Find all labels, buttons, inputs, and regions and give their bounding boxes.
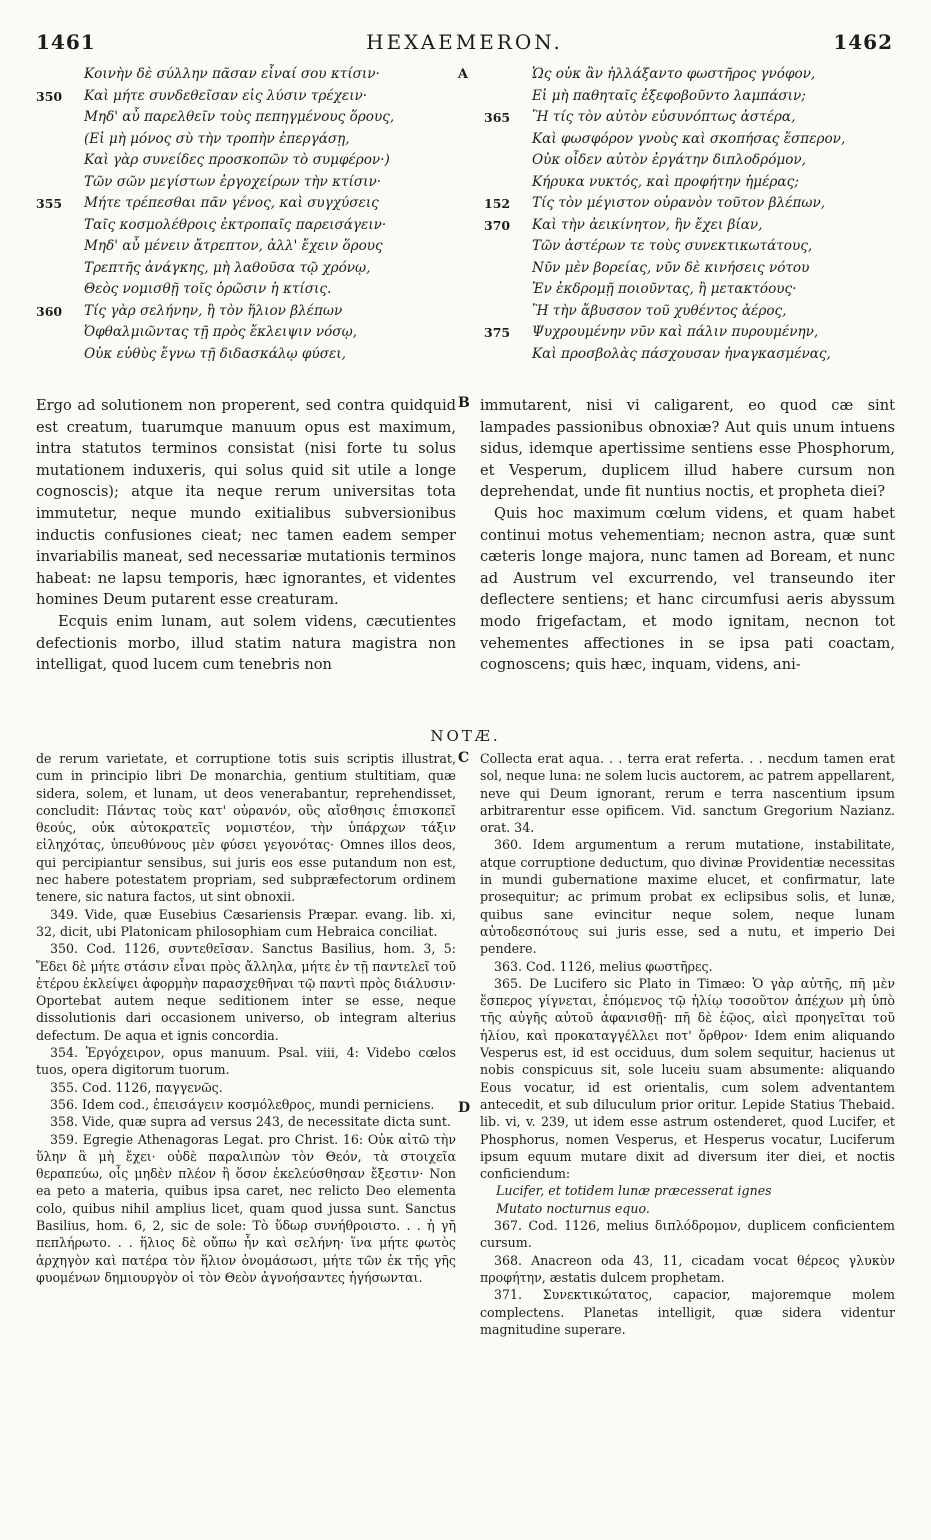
verse-text: (Εἰ μὴ μόνος σὺ τὴν τροπὴν ἐπεργάσῃ,: [84, 130, 350, 147]
verse-text: Μηδ' αὖ παρελθεῖν τοὺς πεπηγμένους ὅρους,: [84, 109, 395, 125]
verse-text: Τῶν σῶν μεγίστων ἐργοχείρων τὴν κτίσιν·: [84, 173, 382, 190]
note-paragraph: 355. Cod. 1126, παγγενῶς.: [50, 1079, 223, 1095]
verse-text: Καὶ προσβολὰς πάσχουσαν ἠναγκασμένας,: [532, 345, 831, 362]
latin-translation-left: [36, 395, 456, 727]
verse-line: [36, 236, 468, 258]
verse-text: Εἰ μὴ παθηταῖς ἐξεφοβοῦντο λαμπάσιν;: [532, 87, 806, 104]
verse-line: [36, 322, 468, 344]
verse-line: [484, 215, 896, 237]
verse-line: [36, 258, 468, 280]
verse-line: [36, 86, 468, 108]
verse-text: Μήτε τρέπεσθαι πᾶν γένος, καὶ συγχύσεις: [84, 195, 379, 211]
line-number: 350: [36, 88, 63, 104]
margin-letter-d: D: [458, 1100, 471, 1116]
verse-line: [484, 172, 896, 194]
greek-verse-right: [484, 64, 896, 369]
verse-text: Κοινὴν δὲ σύλλην πᾶσαν εἶναί σου κτίσιν·: [84, 66, 380, 82]
note-paragraph: 350. Cod. 1126, συντεθεῖσαν. Sanctus Basilius, hom. 3, 5: Ἔδει δὲ μήτε στάσιν εἶναι πρὸς ἄλληλα, μήτε ἐν τῇ παντελεῖ τοῦ ἑτέρου ἐκλείψει ἀφορμὴν παρασχεθῆναι τῷ παντὶ πρὸς διάλυσιν· Oportebat autem neque seditionem inter se esse, neque dissolutionis dari occasionem universo, ob integram alterius defectum. De aqua et ignis concordia.: [36, 941, 456, 1043]
note-paragraph: 368. Anacreon oda 43, 11, cicadam vocat θέρεος γλυκὺν προφήτην, æstatis dulcem prophetam.: [480, 1252, 895, 1285]
greek-verse-left: [36, 64, 468, 369]
verse-text: Καὶ τὴν ἀεικίνητον, ἣν ἔχει βίαν,: [532, 216, 763, 233]
verse-line: [36, 279, 468, 301]
note-paragraph: 365. De Lucifero sic Plato in Timæo: Ὁ γὰρ αὐτῆς, πῆ μὲν ἕσπερος γίγνεται, ἐπόμενος τῷ ἡλίῳ τοσοῦτον ἀπέχων μὴ ὑπὸ τῆς αὐγῆς αὐτοῦ ἀφανισθῇ· πῆ δὲ ἑῷος, αἰεὶ προηγεῖται τοῦ ἡλίου, καὶ προκαταγγέλλει ποτ' ὄρθρον· Idem enim aliquando Vesperus est, id est occiduus, dum solem sequitur, hacienus ut nobis conspicuus sit, sole luceiu suam absumente: aliquando Eous vocatur, id est orientalis, cum solem adventantem antecedit, et sub diluculum prior oritur. Lepide Statius Thebaid. lib. vi, v. 239, ut idem esse astrum ostenderet, quod Lucifer, et Phosphorus, nomen Vesperus, et Hesperus vocatur, Luciferum ipsum equum mutare dixit ad diversum iter diei, et noctis conficiendum:: [480, 975, 895, 1182]
latin-paragraph: Quis hoc maximum cœlum videns, et quam habet continui motus vehementiam; necnon astra, quæ sunt cæteris longe majora, nunc tamen ad Boream, et nunc ad Austrum vel excurrendo, vel transeundo iter deflectere sentiens; et hanc circumfusi aeris abyssum modo frigefactam, et modo ignitam, necnon tot vehementes affectiones in se ipsa pati coactam, cognoscens; quis hæc, inquam, videns, ani-: [480, 504, 895, 674]
latin-paragraph: immutarent, nisi vi caligarent, eo quod cæ sint lampades passionibus obnoxiæ? Aut quis unum intuens sidus, idemque apertissime sentiens esse Phosphorum, et Vesperum, duplicem illud habere cursum non deprehendat, unde fit nuntius noctis, et propheta diei?: [480, 397, 895, 501]
latin-translation-right: [480, 395, 895, 727]
note-paragraph: 360. Idem argumentum a rerum mutatione, instabilitate, atque corruptione deductum, quo divinæ Providentiæ necessitas in mundi gubernatione maxime elucet, et confirmatur, late prosequitur; ac primum probat ex eclipsibus solis, et lunæ, quibus sane evincitur neque solem, neque lunam αὐτοδεσπότους sui juris esse, sed a nutu, et imperio Dei pendere.: [480, 837, 895, 957]
note-paragraph: 349. Vide, quæ Eusebius Cæsariensis Præpar. evang. lib. xi, 32, dicit, ubi Platonicam philosophiam cum Hebraica conciliat.: [36, 906, 456, 939]
line-number: 375: [484, 325, 511, 340]
note-paragraph: 367. Cod. 1126, melius διπλόδρομον, duplicem conficientem cursum.: [480, 1218, 895, 1251]
verse-line: [36, 129, 468, 151]
verse-line: [484, 150, 896, 172]
latin-paragraph: Ergo ad solutionem non properent, sed contra quidquid est creatum, tuarumque manuum opus est maximum, intra statutos terminos consistat (nisi forte tu solus mutationem induxeris, qui solus quid sit utile a longe cognoscis); atque ita neque rerum universitas tota immutetur, neque mundo exitialibus subversionibus inductis confusiones cieat; nec tamen eadem semper invariabilis maneat, sed necessariæ mutationis terminos habeat: ne lapsu temporis, hæc ignorantes, et videntes homines Deum putarent esse creaturam.: [36, 397, 456, 609]
line-number: 152: [484, 196, 511, 211]
line-number: 355: [36, 196, 63, 211]
verse-text: Καὶ μήτε συνδεθεῖσαν εἰς λύσιν τρέχειν·: [84, 87, 368, 104]
verse-line: [484, 64, 896, 86]
verse-line: [484, 86, 896, 108]
verse-line: [484, 279, 896, 301]
verse-line: [36, 150, 468, 172]
line-number: 365: [484, 110, 511, 125]
verse-text: Ταῖς κοσμολέθροις ἐκτροπαῖς παρεισάγειν·: [84, 216, 387, 233]
verse-line: [36, 344, 468, 366]
verse-line: [36, 64, 468, 86]
verse-line: [484, 301, 896, 323]
verse-text: Ψυχρουμένην νῦν καὶ πάλιν πυρουμένην,: [532, 324, 819, 340]
verse-line: [36, 193, 468, 215]
verse-text: Θεὸς νομισθῇ τοῖς ὁρῶσιν ἡ κτίσις.: [84, 281, 332, 297]
verse-line: [484, 258, 896, 280]
note-paragraph: 371. Συνεκτικώτατος, capacior, majoremque molem complectens. Planetas intelligit, quæ sidera videntur magnitudine superare.: [480, 1287, 895, 1337]
verse-text: Μηδ' αὖ μένειν ἄτρεπτον, ἀλλ' ἔχειν ὅρους: [84, 238, 383, 254]
page-number-left: 1461: [36, 30, 96, 54]
verse-text: Οὐκ εὐθὺς ἔγνω τῇ διδασκάλῳ φύσει,: [84, 345, 346, 362]
verse-text: Ἢ τίς τὸν αὐτὸν εὐσυνόπτως ἀστέρα,: [532, 109, 796, 125]
verse-text: Νῦν μὲν βορείας, νῦν δὲ κινήσεις νότου: [532, 259, 810, 276]
verse-text: Ἐν ἐκδρομῇ ποιοῦντας, ἢ μετακτόους·: [532, 281, 797, 297]
line-number: 360: [36, 303, 63, 319]
verse-text: Κήρυκα νυκτός, καὶ προφήτην ἡμέρας;: [532, 173, 799, 190]
note-paragraph: de rerum varietate, et corruptione totis suis scriptis illustrat, cum in principio libri De monarchia, gentium stultitiam, quæ sidera, solem, et lunam, ut deos venerabantur, reprehendisset, concludit: Πάντας τοὺς κατ' οὐρανόν, οὓς αἴσθησις ἐπισκοπεῖ θεούς, οὐκ αὐτοκρατεῖς νομιστέον, τὴν ὑπάρχων τάξιν εἰληχότας, ὑπευθύνους μὲν φύσει γεγονότας· Omnes illos deos, qui percipiantur sensibus, sui juris eos esse putandum non est, nec habere potestatem propriam, sed subpræfectorum ordinem tenere, sic natura factos, ut sint obnoxii.: [36, 751, 456, 905]
verse-text: Τίς τὸν μέγιστον οὐρανὸν τοῦτον βλέπων,: [532, 195, 826, 211]
verse-text: Ἢ τὴν ἄβυσσον τοῦ χυθέντος ἀέρος,: [532, 302, 787, 319]
latin-paragraph: Ecquis enim lunam, aut solem videns, cæcutientes defectionis morbo, illud statim natura magistra non intelligat, quod lucem cum tenebris non: [36, 612, 456, 674]
note-paragraph: 356. Idem cod., ἐπεισάγειν κοσμόλεθρος, mundi perniciens.: [50, 1096, 435, 1112]
verse-text: Τρεπτῆς ἀνάγκης, μὴ λαθοῦσα τῷ χρόνῳ,: [84, 259, 371, 276]
verse-text: Τίς γὰρ σελήνην, ἢ τὸν ἥλιον βλέπων: [84, 302, 343, 319]
note-paragraph: 359. Egregie Athenagoras Legat. pro Christ. 16: Οὐκ αἰτῶ τὴν ὕλην ἃ μὴ ἔχει· οὐδὲ παραλιπὼν τὸν Θεόν, τὰ στοιχεῖα θεραπεύω, οἷς μηδὲν πλέον ἢ ὅσον ἐκελεύσθησαν ἔξεστιν· Non ea peto a materia, quibus ipsa caret, nec relicto Deo elementa colo, quibus nihil amplius licet, quam quod jussa sunt. Sanctus Basilius, hom. 6, 2, sic de sole: Τὸ ὕδωρ συνήθροιστο. . . ἡ γῆ πεπλήρωτο. . . ἥλιος δὲ οὔπω ἦν καὶ σελήνη· ἵνα μήτε φωτὸς ἀρχηγὸν καὶ πατέρα τὸν ἥλιον ὀνομάσωσι, μήτε τῶν ἐκ τῆς γῆς φυομένων δημιουργὸν οἱ τὸν Θεὸν ἀγνοήσαντες ἡγήσωνται.: [36, 1131, 456, 1285]
notes-title: NOTÆ.: [430, 727, 501, 745]
note-paragraph: Mutato nocturnus equo.: [496, 1200, 650, 1216]
running-header: [36, 30, 893, 56]
note-paragraph: 354. Ἐργόχειρον, opus manuum. Psal. viii, 4: Videbo cœlos tuos, opera digitorum tuorum.: [36, 1045, 456, 1078]
note-paragraph: Lucifer, et totidem lunæ præcesserat ignes: [496, 1183, 772, 1199]
verse-text: Καὶ φωσφόρον γνοὺς καὶ σκοπήσας ἕσπερον,: [532, 130, 846, 147]
verse-text: Ὀφθαλμιῶντας τῇ πρὸς ἔκλειψιν νόσῳ,: [84, 324, 357, 340]
verse-line: [484, 236, 896, 258]
page-number-right: 1462: [833, 30, 893, 54]
verse-line: [484, 107, 896, 129]
running-title: HEXAEMERON.: [366, 30, 563, 54]
verse-line: [484, 344, 896, 366]
note-paragraph: Collecta erat aqua. . . terra erat referta. . . necdum tamen erat sol, neque luna: ne solem lucis auctorem, ac patrem appellarent, neve qui Deum ignorant, rerum e terra nascentium ipsum arbitrarentur esse opificem. Vid. sanctum Gregorium Nazianz. orat. 34.: [480, 751, 895, 836]
line-number: 370: [484, 217, 511, 233]
margin-letter-b: B: [458, 395, 470, 411]
verse-text: Ὡς οὐκ ἂν ἠλλάξαντο φωστῆρος γνόφον,: [532, 66, 816, 82]
notes-left: [36, 750, 456, 1525]
verse-text: Οὐκ οἶδεν αὐτὸν ἐργάτην διπλοδρόμον,: [532, 152, 807, 168]
verse-line: [484, 322, 896, 344]
verse-line: [484, 193, 896, 215]
notes-right: [480, 750, 895, 1525]
verse-line: [36, 215, 468, 237]
note-paragraph: 363. Cod. 1126, melius φωστῆρες.: [494, 958, 713, 974]
verse-line: [36, 172, 468, 194]
verse-text: Καὶ γὰρ συνείδες προσκοπῶν τὸ συμφέρον·): [84, 152, 390, 168]
verse-line: [484, 129, 896, 151]
margin-letter: A: [457, 67, 468, 82]
margin-letter-c: C: [458, 750, 470, 766]
verse-line: [36, 301, 468, 323]
verse-line: [36, 107, 468, 129]
verse-text: Τῶν ἀστέρων τε τοὺς συνεκτικωτάτους,: [532, 238, 813, 254]
note-paragraph: 358. Vide, quæ supra ad versus 243, de necessitate dicta sunt.: [50, 1114, 451, 1130]
